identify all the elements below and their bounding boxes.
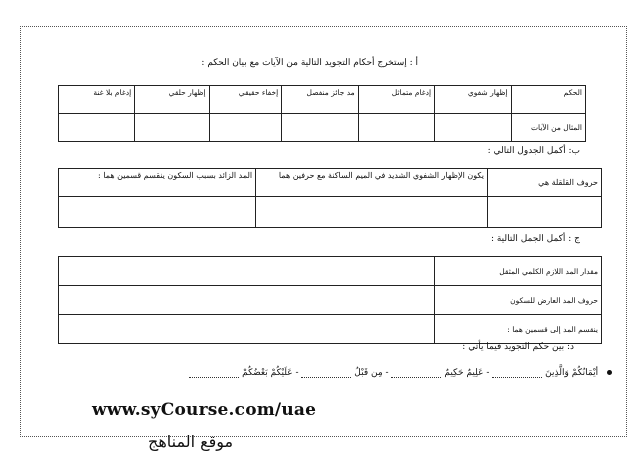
table-cell: مد جائز منفصل	[282, 86, 359, 114]
item-text: عَلَيْكُمْ بَعْضُكُمْ	[242, 368, 293, 378]
table-cell: يكون الإظهار الشفوي الشديد في الميم الساكنة مع حرفين هما	[256, 169, 488, 197]
bullet-icon	[607, 370, 612, 375]
answer-cell[interactable]	[488, 197, 602, 228]
answer-cell[interactable]	[59, 197, 256, 228]
table-row	[59, 257, 602, 286]
item-text: مِن قَبْلُ	[354, 368, 383, 378]
table-cell: إظهار حلقي	[135, 86, 209, 114]
separator: -	[486, 368, 490, 378]
table-header-label: الحكم	[511, 86, 586, 114]
item-text: أيْمَانُكُمْ وَالَّذِينَ	[545, 368, 599, 378]
section-c-title: ج : أكمل الجمل التالية :	[490, 234, 580, 244]
table-cell: حروف المد العارض للسكون	[434, 286, 601, 315]
table-row	[59, 286, 602, 315]
table-row-label: المثال من الآيات	[511, 114, 586, 142]
table-cell: المد الزائد بسبب السكون ينقسم قسمين هما :	[59, 169, 256, 197]
table-cell: حروف القلقلة هي	[488, 169, 602, 197]
section-a-table	[58, 85, 586, 142]
answer-cell[interactable]	[358, 114, 434, 142]
separator: -	[295, 368, 299, 378]
separator: -	[385, 368, 389, 378]
answer-blank[interactable]	[189, 377, 239, 378]
answer-cell[interactable]	[256, 197, 488, 228]
table-cell: إظهار شفوي	[435, 86, 511, 114]
table-cell: إدغام بلا غنة	[59, 86, 135, 114]
table-row	[59, 169, 602, 197]
section-b-table	[58, 168, 602, 228]
answer-cell[interactable]	[59, 315, 435, 344]
table-row	[59, 197, 602, 228]
site-name: موقع المناهج	[148, 432, 234, 451]
table-row	[59, 315, 602, 344]
answer-cell[interactable]	[59, 257, 435, 286]
answer-cell[interactable]	[282, 114, 359, 142]
table-cell: إدغام متماثل	[358, 86, 434, 114]
section-a-title: أ : إستخرج أحكام التجويد التالية من الآيات مع بيان الحكم :	[201, 58, 418, 68]
answer-cell[interactable]	[435, 114, 511, 142]
table-row	[59, 114, 586, 142]
website-url[interactable]: www.syCourse.com/uae	[92, 400, 317, 420]
answer-blank[interactable]	[492, 377, 542, 378]
table-cell: مقدار المد اللازم الكلمي المثقل	[434, 257, 601, 286]
answer-cell[interactable]	[135, 114, 209, 142]
section-d-title: د: بين حكم التجويد فيما يأتي :	[462, 342, 574, 352]
table-row	[59, 86, 586, 114]
answer-cell[interactable]	[209, 114, 282, 142]
section-b-title: ب: أكمل الجدول التالي :	[487, 146, 580, 156]
table-cell: إخفاء حقيقي	[209, 86, 282, 114]
answer-blank[interactable]	[301, 377, 351, 378]
section-d-items	[130, 368, 612, 378]
table-cell: ينقسم المد إلى قسمين هما :	[434, 315, 601, 344]
answer-blank[interactable]	[391, 377, 441, 378]
item-text: عَلِيمٌ حَكِيمٌ	[444, 368, 484, 378]
section-c-table	[58, 256, 602, 344]
answer-cell[interactable]	[59, 286, 435, 315]
answer-cell[interactable]	[59, 114, 135, 142]
